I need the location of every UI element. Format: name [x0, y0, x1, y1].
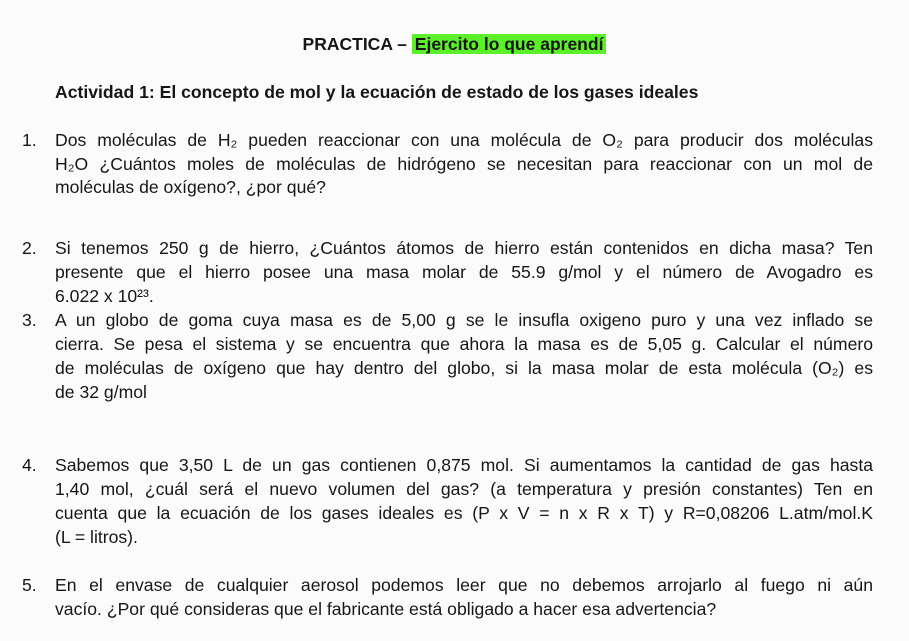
question-line: Dos moléculas de H₂ pueden reaccionar con una molécula de O₂ para producir dos moléculas — [55, 130, 873, 150]
question-line: cierra. Se pesa el sistema y se encuentra que ahora la masa es de 5,05 g. Calcular el número — [55, 334, 873, 354]
activity-heading: Actividad 1: El concepto de mol y la ecuación de estado de los gases ideales — [55, 82, 699, 102]
question-number: 3. — [22, 310, 37, 330]
question-line: A un globo de goma cuya masa es de 5,00 g se le insufla oxigeno puro y una vez inflado se — [55, 310, 873, 330]
question-line: 1,40 mol, ¿cuál será el nuevo volumen del gas? (a temperatura y presión constantes) Ten en — [55, 479, 873, 499]
question-line: presente que el hierro posee una masa molar de 55.9 g/mol y el número de Avogadro es — [55, 262, 873, 282]
question-line: Si tenemos 250 g de hierro, ¿Cuántos átomos de hierro están contenidos en dicha masa? Ten — [55, 238, 873, 258]
question-line: En el envase de cualquier aerosol podemos leer que no debemos arrojarlo al fuego ni aún — [55, 575, 873, 595]
question-number: 5. — [22, 575, 37, 595]
question-line: vacío. ¿Por qué consideras que el fabricante está obligado a hacer esa advertencia? — [55, 599, 717, 619]
title-prefix: PRACTICA – — [302, 34, 412, 54]
question-line: Sabemos que 3,50 L de un gas contienen 0,875 mol. Si aumentamos la cantidad de gas hasta — [55, 455, 873, 475]
title-highlight: Ejercito lo que aprendí — [412, 34, 607, 54]
question-number: 1. — [22, 130, 37, 150]
question-number: 2. — [22, 238, 37, 258]
question-line: de moléculas de oxígeno que hay dentro del globo, si la masa molar de esta molécula (O₂) es — [55, 358, 873, 378]
question-line: H₂O ¿Cuántos moles de moléculas de hidrógeno se necesitan para reaccionar con un mol de — [55, 153, 873, 174]
question-line: cuenta que la ecuación de los gases ideales es (P x V = n x R x T) y R=0,08206 L.atm/mol.K — [55, 503, 873, 523]
question-line: (L = litros). — [55, 527, 138, 547]
question-line: de 32 g/mol — [55, 382, 147, 402]
page-title — [0, 34, 909, 55]
question-line: moléculas de oxígeno?, ¿por qué? — [55, 177, 326, 197]
question-line: 6.022 x 10²³. — [55, 286, 154, 306]
question-number: 4. — [22, 455, 37, 475]
